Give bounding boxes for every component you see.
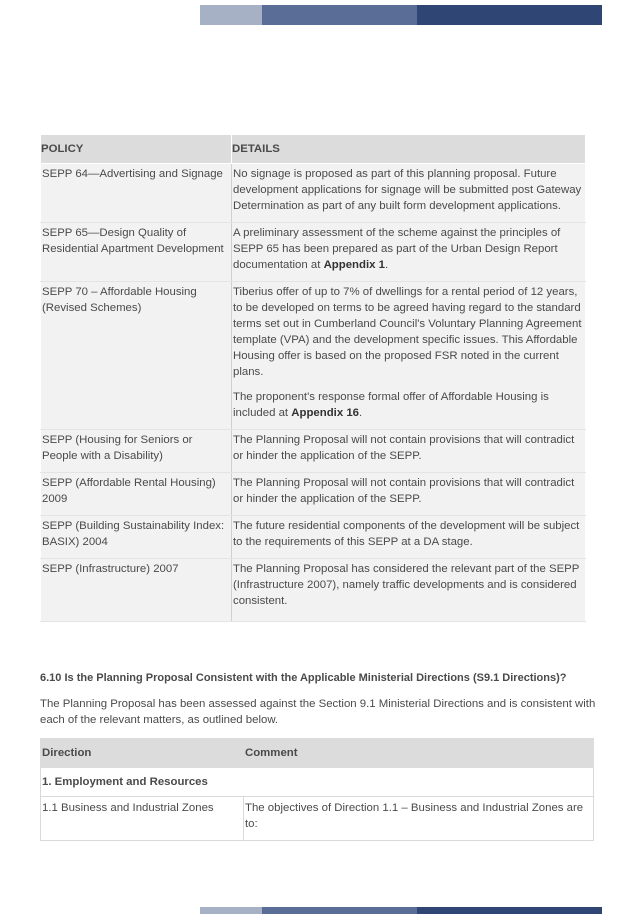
footer-decorative-bar <box>200 907 602 914</box>
appendix-reference: Appendix 16 <box>291 407 359 419</box>
comment-cell: The objectives of Direction 1.1 – Business and Industrial Zones are to: <box>244 797 594 841</box>
policy-table-header <box>41 135 586 164</box>
section-heading: 6.10 Is the Planning Proposal Consistent with the Applicable Ministerial Directions (S9.1 Directions)? <box>40 672 567 684</box>
details-cell: The Planning Proposal has considered the relevant part of the SEPP (Infrastructure 2007), namely traffic developments and is considered consistent. <box>232 559 586 622</box>
direction-table-header <box>41 739 594 768</box>
direction-section-row <box>41 768 594 797</box>
policy-table <box>40 134 586 622</box>
details-paragraph <box>233 389 585 421</box>
table-row <box>41 282 586 430</box>
direction-cell: 1.1 Business and Industrial Zones <box>41 797 244 841</box>
policy-cell: SEPP 64—Advertising and Signage <box>41 164 232 223</box>
table-row <box>41 473 586 516</box>
header-bar-segment-dark <box>417 5 602 25</box>
footer-bar-segment-dark <box>417 907 602 914</box>
direction-table <box>40 738 594 841</box>
table-row <box>41 223 586 282</box>
footer-bar-segment-light <box>200 907 262 914</box>
details-text-end: . <box>359 407 363 419</box>
table-row <box>41 516 586 559</box>
policy-cell: SEPP (Building Sustainability Index: BASIX) 2004 <box>41 516 232 559</box>
details-text: A preliminary assessment of the scheme against the principles of SEPP 65 has been prepared as part of the Urban Design Report documentation at <box>233 227 561 271</box>
comment-column-header: Comment <box>244 739 594 768</box>
table-row <box>41 430 586 473</box>
details-cell <box>232 223 586 282</box>
policy-cell: SEPP 70 – Affordable Housing (Revised Schemes) <box>41 282 232 430</box>
header-bar-segment-light <box>200 5 262 25</box>
footer-bar-segment-mid <box>262 907 417 914</box>
appendix-reference: Appendix 1 <box>323 259 385 271</box>
direction-column-header: Direction <box>41 739 244 768</box>
header-decorative-bar <box>200 5 602 25</box>
details-cell: The Planning Proposal will not contain provisions that will contradict or hinder the application of the SEPP. <box>232 430 586 473</box>
header-bar-segment-mid <box>262 5 417 25</box>
policy-cell: SEPP (Infrastructure) 2007 <box>41 559 232 622</box>
policy-cell: SEPP (Housing for Seniors or People with a Disability) <box>41 430 232 473</box>
policy-cell: SEPP 65—Design Quality of Residential Apartment Development <box>41 223 232 282</box>
details-text-end: . <box>384 259 389 271</box>
details-column-header: DETAILS <box>232 135 586 164</box>
table-row <box>41 164 586 223</box>
details-cell: No signage is proposed as part of this planning proposal. Future development applications for signage will be submitted post Gateway Determination as part of any built form development applications. <box>232 164 586 223</box>
details-text: The proponent's response formal offer of Affordable Housing is included at <box>233 391 549 419</box>
details-cell: The future residential components of the development will be subject to the requirements of this SEPP at a DA stage. <box>232 516 586 559</box>
policy-column-header: POLICY <box>41 135 232 164</box>
details-cell: The Planning Proposal will not contain provisions that will contradict or hinder the application of the SEPP. <box>232 473 586 516</box>
policy-cell: SEPP (Affordable Rental Housing) 2009 <box>41 473 232 516</box>
direction-section-title: 1. Employment and Resources <box>41 768 594 797</box>
details-paragraph: Tiberius offer of up to 7% of dwellings for a rental period of 12 years, to be developed on terms to be agreed having regard to the standard terms set out in Cumberland Council's Voluntary Planning Agreement template (VPA) and the development specific issues. This Affordable Housing offer is based on the proposed FSR noted in the current plans. <box>233 286 582 378</box>
details-cell <box>232 282 586 430</box>
table-row <box>41 797 594 841</box>
table-row <box>41 559 586 622</box>
section-intro: The Planning Proposal has been assessed against the Section 9.1 Ministerial Directions and is consistent with each of the relevant matters, as outlined below. <box>40 698 596 726</box>
